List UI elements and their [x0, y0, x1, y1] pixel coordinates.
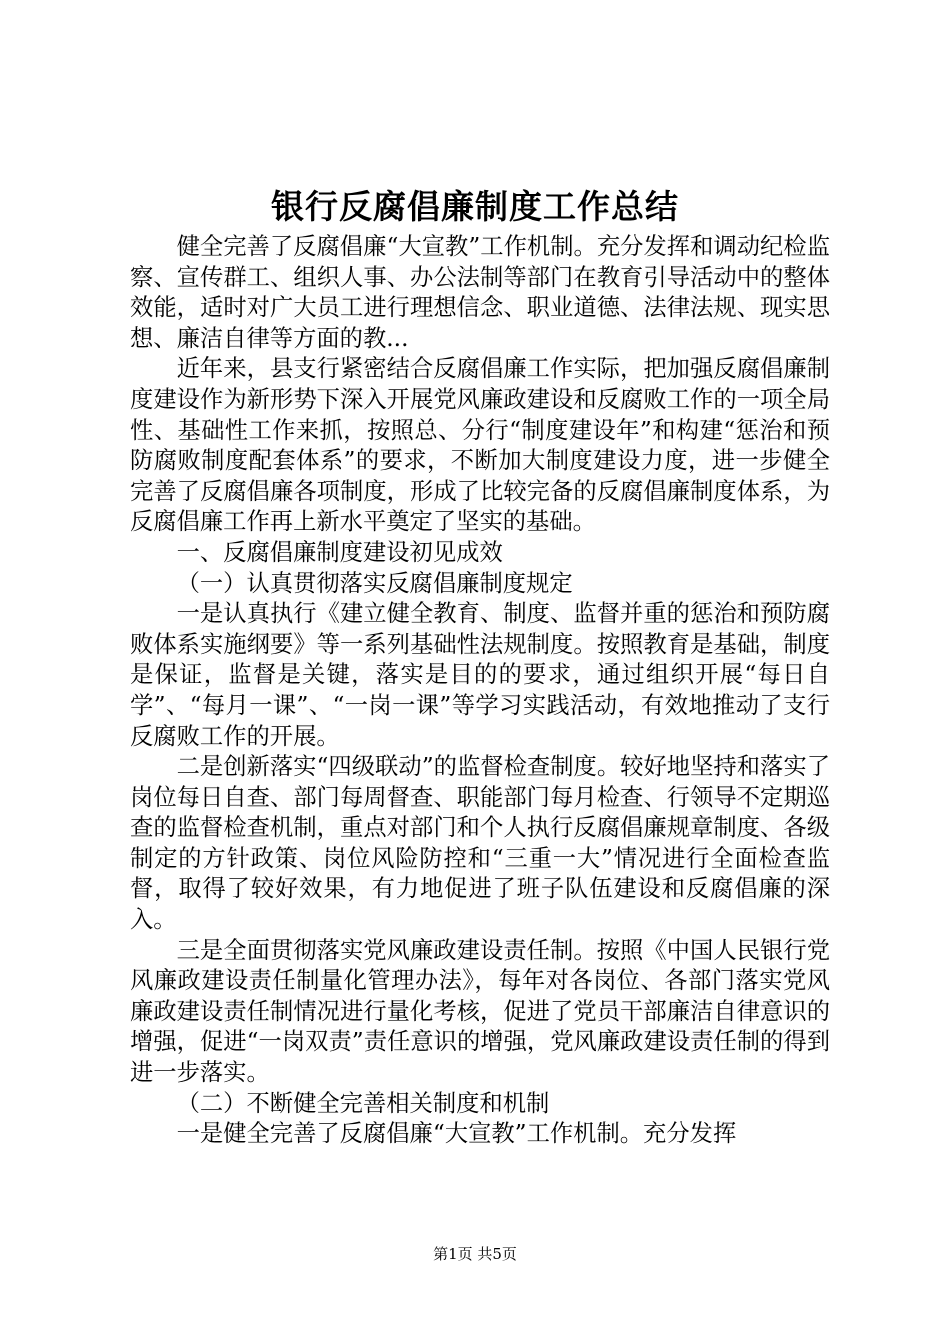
paragraph-overview: 近年来，县支行紧密结合反腐倡廉工作实际，把加强反腐倡廉制度建设作为新形势下深入开展党风廉政建设和反腐败工作的一项全局性、基础性工作来抓，按照总、分行“制度建设年”和构建“惩治和预防腐败制度配套体系”的要求，不断加大制度建设力度，进一步健全完善了反腐倡廉各项制度，形成了比较完备的反腐倡廉制度体系，为反腐倡廉工作再上新水平奠定了坚实的基础。	[130, 355, 830, 536]
subsection-heading-1: （一）认真贯彻落实反腐倡廉制度规定	[176, 569, 573, 597]
paragraph-item-3: 三是全面贯彻落实党风廉政建设责任制。按照《中国人民银行党风廉政建设责任制量化管理办法》，每年对各岗位、各部门落实党风廉政建设责任制情况进行量化考核，促进了党员干部廉洁自律意识的增强，促进“一岗双责”责任意识的增强，党风廉政建设责任制的得到进一步落实。	[130, 936, 830, 1087]
section-heading-1: 一、反腐倡廉制度建设初见成效	[176, 538, 503, 566]
document-title: 银行反腐倡廉制度工作总结	[271, 187, 679, 226]
document-body	[130, 232, 830, 1150]
paragraph-item-1: 一是认真执行《建立健全教育、制度、监督并重的惩治和预防腐败体系实施纲要》等一系列基础性法规制度。按照教育是基础，制度是保证，监督是关键，落实是目的的要求，通过组织开展“每日自学”、“每月一课”、“一岗一课”等学习实践活动，有效地推动了支行反腐败工作的开展。	[130, 600, 830, 750]
subsection-heading-2: （二）不断健全完善相关制度和机制	[176, 1089, 550, 1117]
paragraph-intro: 健全完善了反腐倡廉“大宣教”工作机制。充分发挥和调动纪检监察、宣传群工、组织人事、办公法制等部门在教育引导活动中的整体效能，适时对广大员工进行理想信念、职业道德、法律法规、现实思想、廉洁自律等方面的教...	[130, 233, 830, 352]
paragraph-item-4: 一是健全完善了反腐倡廉“大宣教”工作机制。充分发挥	[176, 1120, 737, 1148]
paragraph-item-2: 二是创新落实“四级联动”的监督检查制度。较好地坚持和落实了岗位每日自查、部门每周督查、职能部门每月检查、行领导不定期巡查的监督检查机制，重点对部门和个人执行反腐倡廉规章制度、各级制定的方针政策、岗位风险防控和“三重一大”情况进行全面检查监督，取得了较好效果，有力地促进了班子队伍建设和反腐倡廉的深入。	[130, 753, 830, 934]
page-footer: 第1页 共5页	[433, 1245, 517, 1263]
